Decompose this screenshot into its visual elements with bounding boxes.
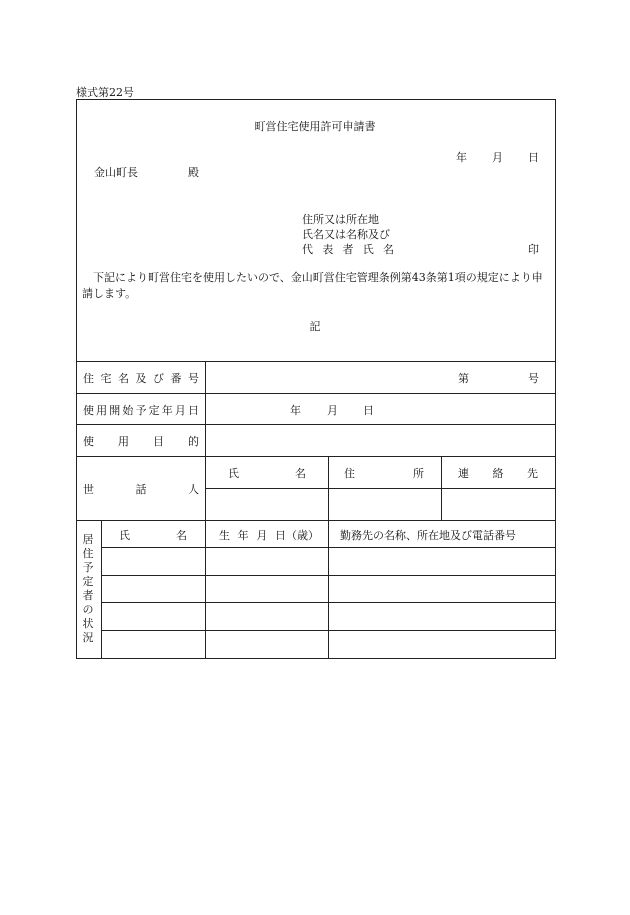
table-column-rule: [328, 520, 329, 659]
table-rule: [76, 520, 556, 521]
table-row[interactable]: [102, 631, 205, 658]
start-date-label: 使 用 開 始 予 定 年 月 日: [83, 404, 199, 417]
seal-mark: 印: [528, 243, 539, 256]
table-column-rule: [205, 361, 206, 659]
housing-number-go: 号: [528, 372, 539, 385]
housing-name-label: 住 宅 名 及 び 番 号: [83, 372, 199, 385]
purpose-label: 使 用 目 的: [83, 435, 199, 448]
table-rule: [76, 361, 556, 362]
housing-number-dai: 第: [458, 372, 469, 385]
table-column-rule: [441, 456, 442, 520]
table-rule: [76, 424, 556, 425]
table-rule: [76, 456, 556, 457]
form-title: 町営住宅使用許可申請書: [254, 120, 376, 133]
table-column-rule: [328, 456, 329, 520]
applicant-representative-label: 代 表 者 氏 名: [302, 243, 394, 256]
guarantor-address-header: 住 所: [344, 467, 424, 480]
addressee-name: 金山町長: [94, 166, 138, 179]
table-row[interactable]: [102, 576, 205, 602]
residents-name-header: 氏 名: [119, 529, 187, 542]
guarantor-label: 世 話 人: [83, 483, 199, 496]
addressee-honorific: 殿: [188, 166, 199, 179]
start-date-year: 年: [290, 404, 301, 417]
guarantor-name-header: 氏 名: [228, 467, 306, 480]
request-paragraph: 下記により町営住宅を使用したいので、金山町営住宅管理条例第43条第1項の規定により申請します。: [82, 271, 543, 300]
date-day: 日: [528, 151, 539, 164]
guarantor-contact-header: 連 絡 先: [458, 467, 538, 480]
form-number: 様式第22号: [76, 86, 134, 99]
residents-label: 居 住 予 定 者 の 状 況: [82, 533, 94, 644]
start-date-day: 日: [363, 404, 374, 417]
ki-heading: 記: [309, 320, 321, 333]
table-rule: [205, 488, 556, 489]
table-rule: [76, 393, 556, 394]
date-year: 年: [456, 151, 467, 164]
start-date-month: 月: [327, 404, 338, 417]
applicant-name-label: 氏名又は名称及び: [302, 228, 390, 241]
applicant-address-label: 住所又は所在地: [302, 213, 379, 226]
table-row[interactable]: [102, 603, 205, 629]
date-month: 月: [492, 151, 503, 164]
residents-work-header: 勤務先の名称、所在地及び電話番号: [340, 529, 516, 542]
residents-dob-header: 生 年 月 日（歳）: [219, 529, 319, 542]
table-row[interactable]: [102, 548, 205, 574]
